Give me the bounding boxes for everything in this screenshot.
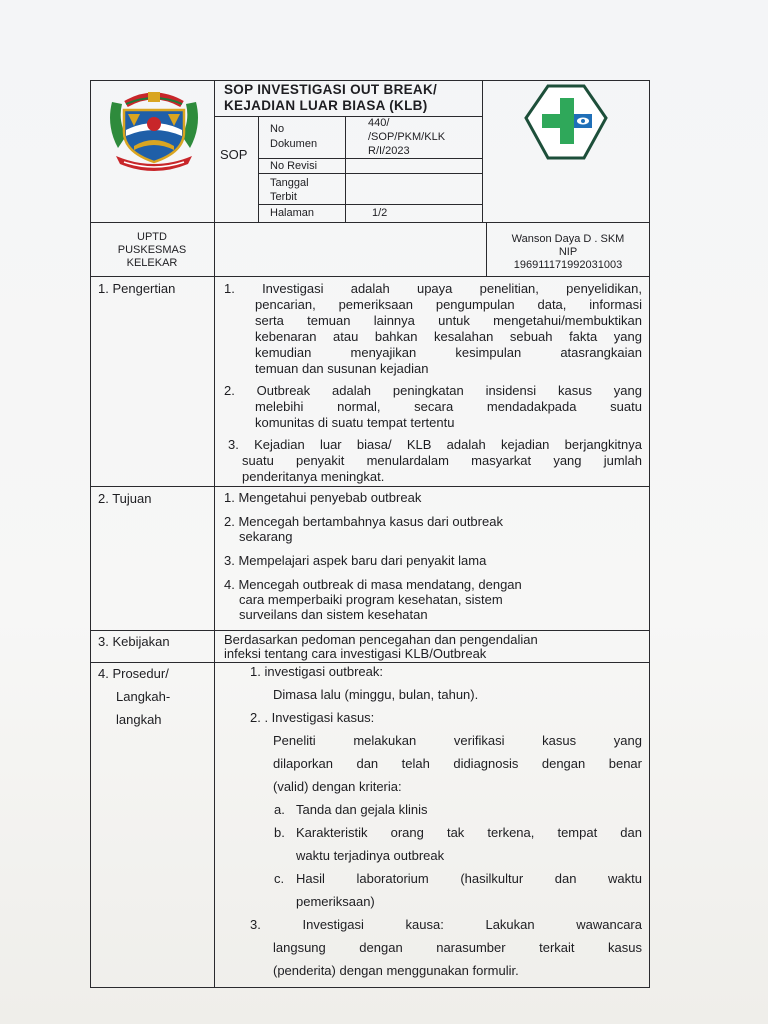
pengertian-text: melebihi normal, secara mendadakpada suatu bbox=[255, 399, 642, 414]
section-label-prosedur: langkah bbox=[116, 712, 162, 727]
unit-name: PUSKESMAS bbox=[117, 244, 187, 256]
divider bbox=[90, 276, 650, 277]
prosedur-step-title: 3. Investigasi kausa: Lakukan wawancara bbox=[250, 917, 642, 932]
pengertian-text: penderitanya meningkat. bbox=[242, 469, 385, 484]
divider bbox=[90, 486, 650, 487]
prosedur-sub-marker: c. bbox=[274, 871, 285, 886]
signatory-nip-label: NIP bbox=[558, 246, 578, 258]
document-title-line-2: KEJADIAN LUAR BIASA (KLB) bbox=[224, 98, 428, 113]
sop-document bbox=[90, 80, 650, 988]
document-title-line-1: SOP INVESTIGASI OUT BREAK/ bbox=[224, 82, 438, 97]
border-bottom bbox=[90, 987, 650, 988]
divider bbox=[258, 173, 482, 174]
pengertian-text: 2. Outbreak adalah peningkatan insidensi kasus yang bbox=[224, 383, 642, 398]
tujuan-item: 2. Mencegah bertambahnya kasus dari outbreak bbox=[224, 514, 503, 529]
pengertian-text: 1. Investigasi adalah upaya penelitian, penyelidikan, bbox=[224, 281, 642, 296]
divider bbox=[258, 204, 482, 205]
puskesmas-logo-icon bbox=[522, 82, 610, 168]
pengertian-text: pencarian, pemeriksaan pengumpulan data, informasi bbox=[255, 297, 642, 312]
no-dokumen-label: Dokumen bbox=[270, 138, 318, 150]
prosedur-text: dilaporkan dan telah didiagnosis dengan benar bbox=[273, 756, 642, 771]
sop-label: SOP bbox=[220, 147, 248, 162]
no-dokumen-label: No bbox=[270, 123, 285, 135]
divider bbox=[258, 116, 259, 222]
unit-name: UPTD bbox=[137, 231, 167, 243]
tujuan-item: sekarang bbox=[239, 529, 293, 544]
prosedur-sub-item: Hasil laboratorium (hasilkultur dan waktu bbox=[296, 871, 642, 886]
prosedur-sub-item: pemeriksaan) bbox=[296, 894, 375, 909]
pengertian-text: kebenaran atau bahkan kesalahan sebuah fakta yang bbox=[255, 329, 642, 344]
unit-name: KELEKAR bbox=[126, 257, 178, 269]
kebijakan-text: Berdasarkan pedoman pencegahan dan pengendalian bbox=[224, 632, 538, 647]
tujuan-item: surveilans dan sistem kesehatan bbox=[239, 607, 428, 622]
prosedur-text: Dimasa lalu (minggu, bulan, tahun). bbox=[273, 687, 479, 702]
pengertian-text: komunitas di suatu tempat tertentu bbox=[255, 415, 455, 430]
signatory-nip: 196911171992031003 bbox=[513, 259, 623, 271]
prosedur-sub-marker: a. bbox=[274, 802, 285, 817]
border-top bbox=[90, 80, 650, 81]
pengertian-text: suatu penyakit menulardalam masyarkat yang jumlah bbox=[242, 453, 642, 468]
border-right bbox=[649, 80, 650, 988]
section-label-prosedur: 4. Prosedur/ bbox=[98, 666, 169, 681]
divider bbox=[258, 158, 482, 159]
regency-emblem-icon bbox=[104, 86, 204, 172]
tujuan-item: 3. Mempelajari aspek baru dari penyakit lama bbox=[224, 553, 487, 568]
prosedur-sub-item: Tanda dan gejala klinis bbox=[296, 802, 428, 817]
prosedur-text: Peneliti melakukan verifikasi kasus yang bbox=[273, 733, 642, 748]
prosedur-sub-marker: b. bbox=[274, 825, 285, 840]
tujuan-item: 4. Mencegah outbreak di masa mendatang, dengan bbox=[224, 577, 522, 592]
no-dokumen-value: 440/ bbox=[368, 117, 390, 129]
section-label-kebijakan: 3. Kebijakan bbox=[98, 634, 170, 649]
divider bbox=[345, 116, 346, 222]
label-column-divider bbox=[214, 222, 215, 988]
prosedur-step-title: 1. investigasi outbreak: bbox=[250, 664, 383, 679]
pengertian-text: 3. Kejadian luar biasa/ KLB adalah kejadian berjangkitnya bbox=[228, 437, 642, 452]
divider bbox=[482, 80, 483, 222]
divider bbox=[90, 662, 650, 663]
section-label-pengertian: 1. Pengertian bbox=[98, 281, 176, 296]
divider bbox=[214, 80, 215, 222]
divider bbox=[214, 116, 482, 117]
halaman-label: Halaman bbox=[270, 207, 315, 219]
pengertian-text: serta temuan lainnya untuk mengetahui/membuktikan bbox=[255, 313, 642, 328]
prosedur-sub-item: Karakteristik orang tak terkena, tempat dan bbox=[296, 825, 642, 840]
tujuan-item: cara memperbaiki program kesehatan, sistem bbox=[239, 592, 503, 607]
prosedur-text: langsung dengan narasumber terkait kasus bbox=[273, 940, 642, 955]
prosedur-text: (penderita) dengan menggunakan formulir. bbox=[273, 963, 519, 978]
section-label-tujuan: 2. Tujuan bbox=[98, 491, 152, 506]
prosedur-text: (valid) dengan kriteria: bbox=[273, 779, 402, 794]
signatory-name: Wanson Daya D . SKM bbox=[511, 233, 625, 245]
border-left bbox=[90, 80, 91, 988]
divider bbox=[90, 222, 650, 223]
section-label-prosedur: Langkah- bbox=[116, 689, 171, 704]
prosedur-step-title: 2. . Investigasi kasus: bbox=[250, 710, 375, 725]
pengertian-text: kemudian menyajikan kesimpulan atasrangkaian bbox=[255, 345, 642, 360]
tanggal-terbit-label: Tanggal bbox=[270, 177, 309, 189]
no-dokumen-value: /SOP/PKM/KLK bbox=[368, 131, 446, 143]
no-revisi-label: No Revisi bbox=[270, 160, 318, 172]
pengertian-text: temuan dan susunan kejadian bbox=[255, 361, 429, 376]
halaman-value: 1/2 bbox=[372, 207, 388, 219]
tanggal-terbit-label: Terbit bbox=[270, 191, 297, 203]
divider bbox=[90, 630, 650, 631]
tujuan-item: 1. Mengetahui penyebab outbreak bbox=[224, 490, 422, 505]
prosedur-sub-item: waktu terjadinya outbreak bbox=[296, 848, 445, 863]
kebijakan-text: infeksi tentang cara investigasi KLB/Outbreak bbox=[224, 646, 487, 661]
no-dokumen-value: R/I/2023 bbox=[368, 145, 410, 157]
